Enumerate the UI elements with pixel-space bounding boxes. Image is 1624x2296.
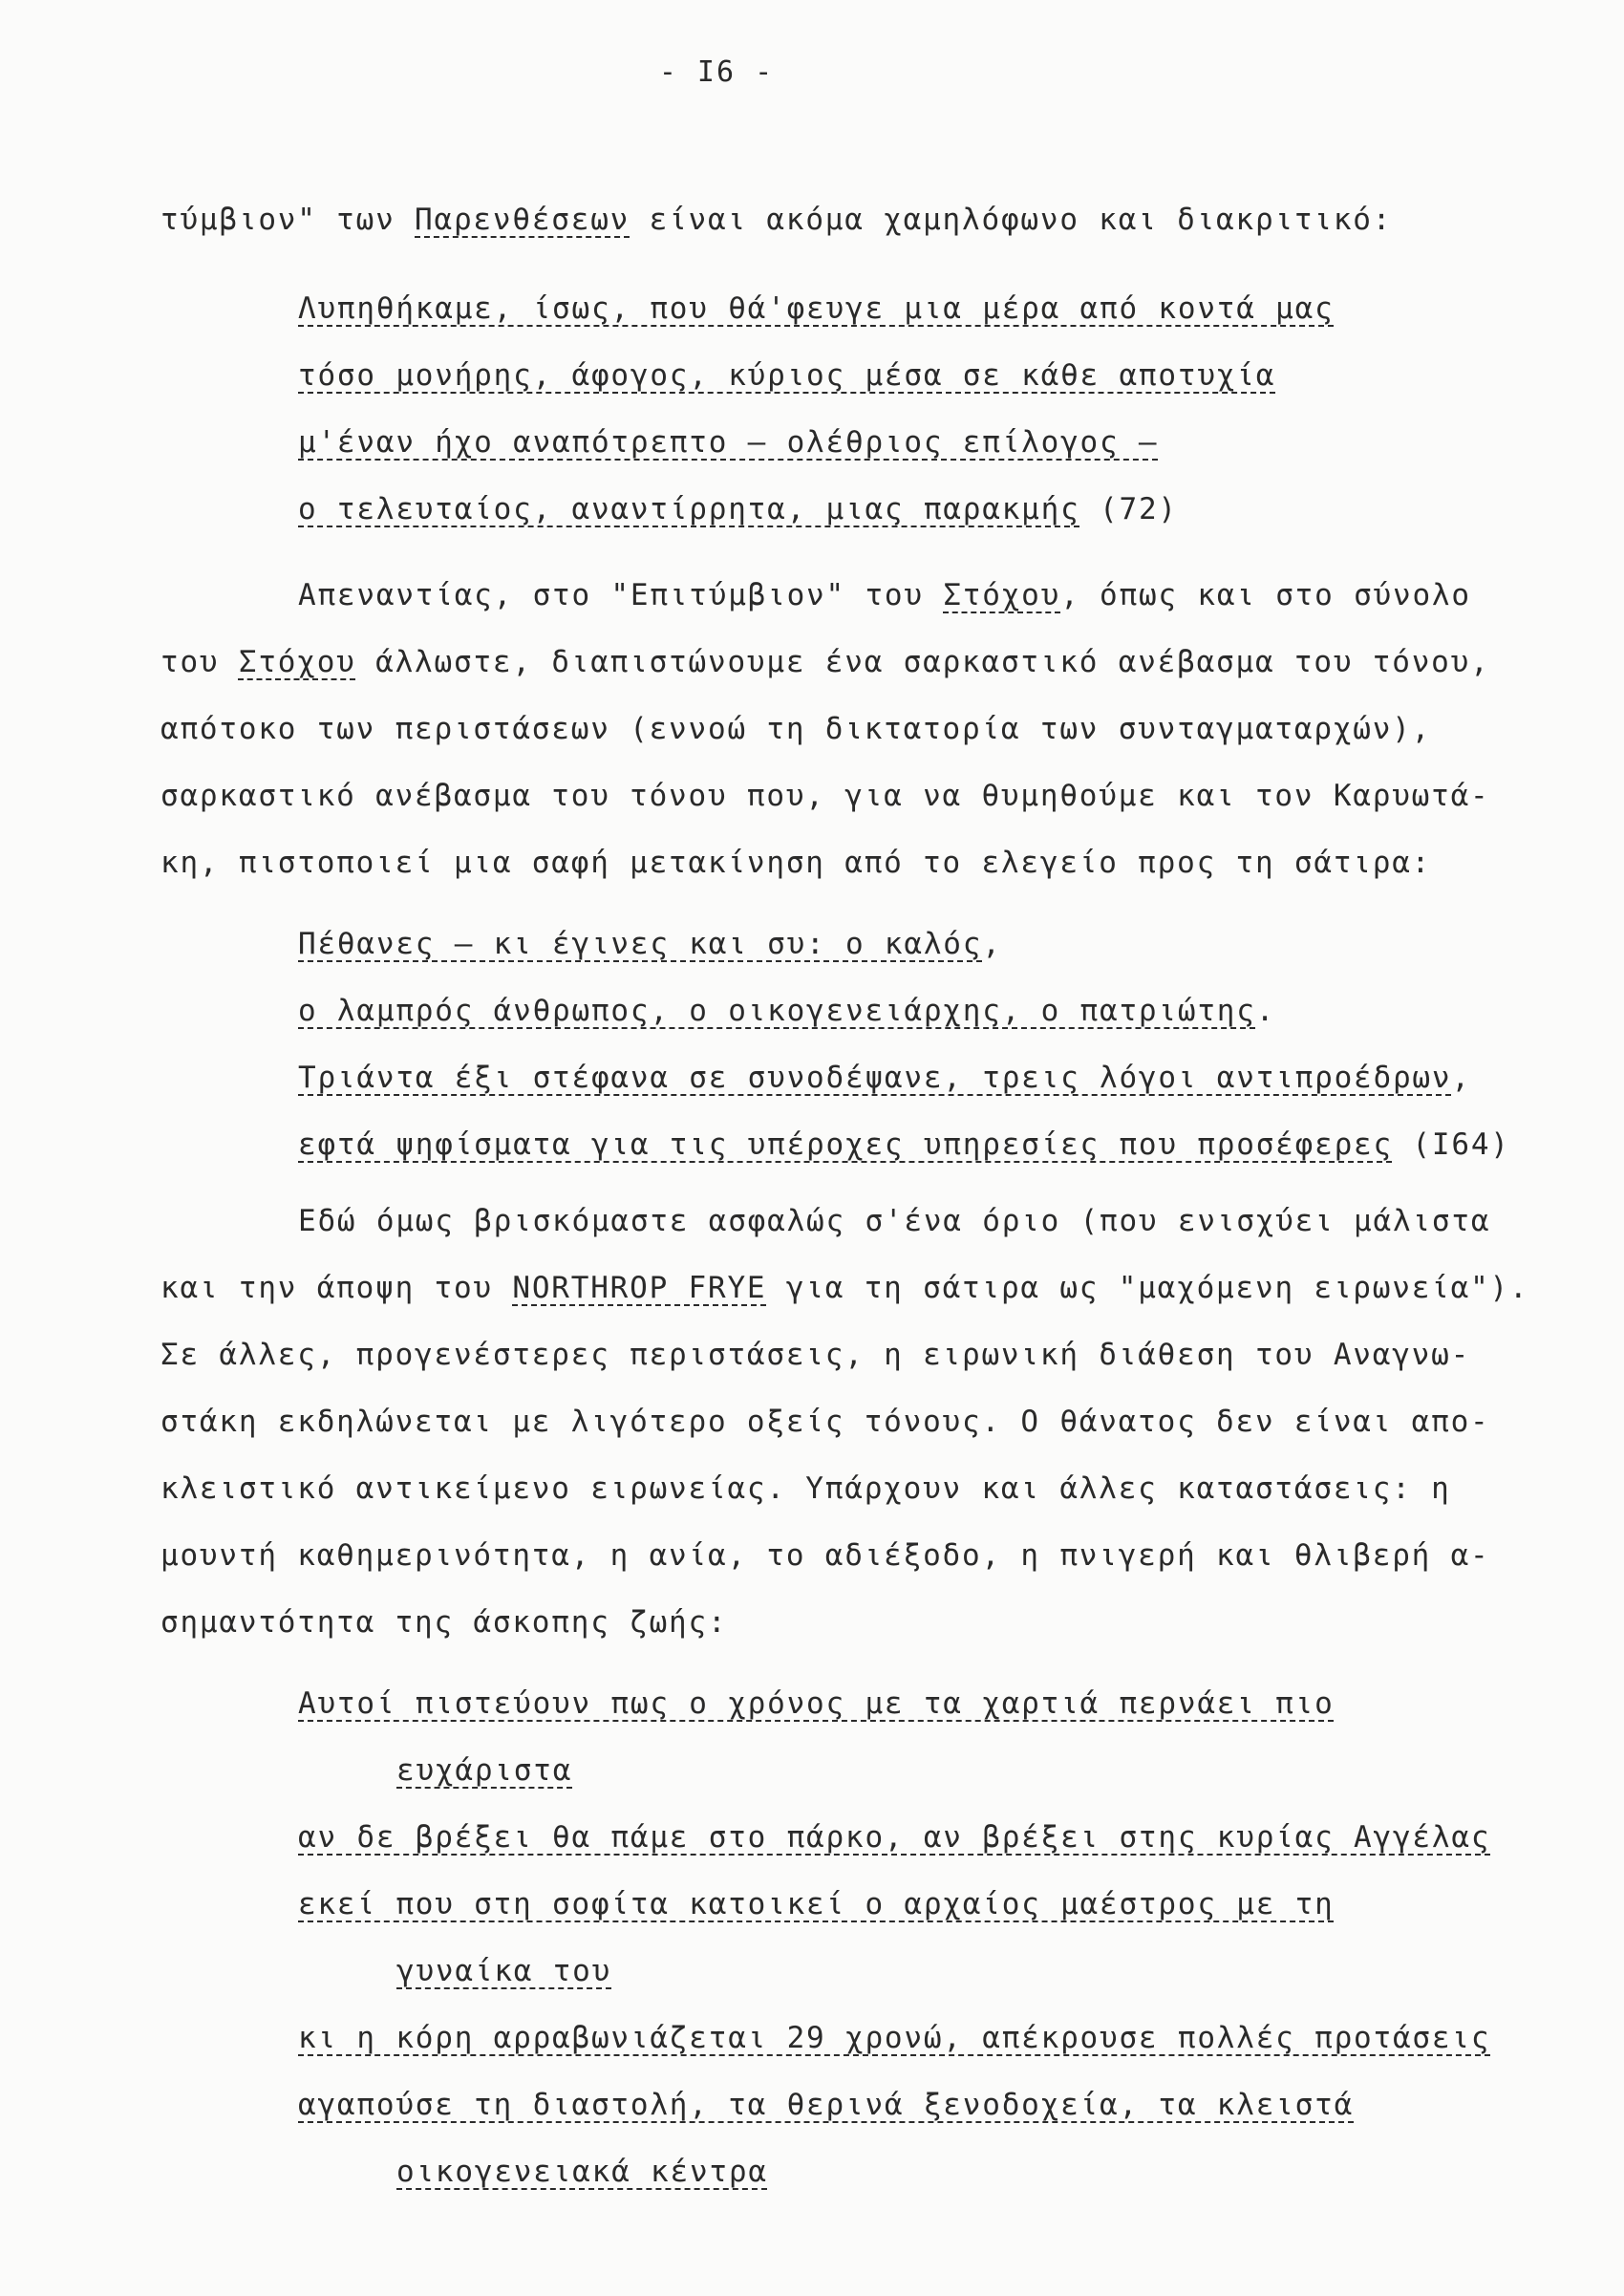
text-line: [298, 1202, 1490, 1240]
text-line: [160, 1603, 727, 1642]
text-line: [160, 710, 1431, 748]
line-text: και την άποψη του: [160, 1271, 513, 1305]
text-line: [160, 1336, 1470, 1374]
line-text: κη, πιστοποιεί μια σαφή μετακίνηση από το ελεγείο προς τη σάτιρα:: [160, 846, 1432, 880]
quote-text: γυναίκα του: [396, 1954, 612, 1988]
text-line: [160, 1536, 1490, 1575]
text-line: [160, 201, 1392, 239]
line-text: Σε άλλες, προγενέστερες περιστάσεις, η ειρωνική διάθεση του Αναγνω-: [160, 1338, 1471, 1372]
underlined-title: Παρενθέσεων: [415, 203, 630, 237]
quote-text: ευχάριστα: [396, 1753, 573, 1788]
quote-line: [298, 1059, 1471, 1097]
quote-line: [298, 356, 1275, 395]
text-line: [160, 1269, 1528, 1307]
text-line: [160, 1470, 1451, 1508]
quote-text: Τριάντα έξι στέφανα σε συνοδέψανε, τρεις λόγοι αντιπροέδρων: [298, 1061, 1452, 1095]
line-text: άλλωστε, διαπιστώνουμε ένα σαρκαστικό ανέβασμα του τόνου,: [355, 645, 1490, 679]
text-line: [160, 643, 1490, 681]
line-text: Απεναντίας, στο "Επιτύμβιον" του: [298, 578, 944, 612]
quote-text: οικογενειακά κέντρα: [396, 2155, 768, 2189]
quote-line: [298, 1684, 1335, 1723]
line-text: του: [160, 645, 239, 679]
quote-line: [298, 1126, 1510, 1164]
text-line: [160, 777, 1490, 815]
quote-line: [396, 1751, 572, 1790]
quote-line: [298, 925, 1002, 963]
quote-text: αγαπούσε τη διαστολή, τα θερινά ξενοδοχεία, τα κλειστά: [298, 2088, 1355, 2122]
quote-line: [298, 423, 1158, 461]
quote-line: [298, 2086, 1354, 2124]
quote-text: ο λαμπρός άνθρωπος, ο οικογενειάρχης, ο πατριώτης: [298, 994, 1256, 1028]
quote-line: [298, 290, 1335, 328]
quote-text: εκεί που στη σοφίτα κατοικεί ο αρχαίος μαέστρος με τη: [298, 1887, 1335, 1921]
line-text: κλειστικό αντικείμενο ειρωνείας. Υπάρχουν και άλλες καταστάσεις: η: [160, 1471, 1451, 1506]
quote-line: [298, 490, 1178, 528]
quote-text: αν δε βρέξει θα πάμε στο πάρκο, αν βρέξει στης κυρίας Αγγέλας: [298, 1820, 1491, 1855]
text-line: [298, 576, 1471, 614]
quote-text: Αυτοί πιστεύουν πως ο χρόνος με τα χαρτιά περνάει πιο: [298, 1686, 1335, 1721]
quote-text: Πέθανες — κι έγινες και συ: ο καλός: [298, 927, 983, 961]
line-text: μουντή καθημερινότητα, η ανία, το αδιέξοδο, η πνιγερή και θλιβερή α-: [160, 1538, 1490, 1573]
line-text: για τη σάτιρα ως "μαχόμενη ειρωνεία").: [766, 1271, 1529, 1305]
underlined-title: Στόχου: [238, 645, 356, 679]
quote-line: [298, 1885, 1335, 1923]
text-line: [160, 844, 1431, 882]
line-text: στάκη εκδηλώνεται με λιγότερο οξείς τόνους. Ο θάνατος δεν είναι απο-: [160, 1405, 1490, 1439]
quote-line: [298, 2019, 1490, 2057]
page-number: - I6 -: [658, 55, 775, 89]
quote-text: κι η κόρη αρραβωνιάζεται 29 χρονώ, απέκρουσε πολλές προτάσεις: [298, 2021, 1491, 2055]
quote-line: [298, 992, 1275, 1030]
quote-text: Λυπηθήκαμε, ίσως, που θά'φευγε μια μέρα από κοντά μας: [298, 291, 1335, 326]
line-text: ,: [1451, 1061, 1471, 1095]
quote-line: [396, 2153, 768, 2191]
underlined-author: NORTHROP FRYE: [512, 1271, 767, 1305]
text-line: [160, 1403, 1490, 1441]
line-text: Εδώ όμως βρισκόμαστε ασφαλώς σ'ένα όριο (που ενισχύει μάλιστα: [298, 1204, 1491, 1238]
line-text: .: [1255, 994, 1276, 1028]
quote-text: ο τελευταίος, αναντίρρητα, μιας παρακμής: [298, 492, 1080, 526]
line-text: τύμβιον" των: [160, 203, 416, 237]
line-text: σημαντότητα της άσκοπης ζωής:: [160, 1605, 728, 1640]
citation: (72): [1079, 492, 1178, 526]
quote-text: εφτά ψηφίσματα για τις υπέροχες υπηρεσίες που προσέφερες: [298, 1127, 1393, 1162]
line-text: απότοκο των περιστάσεων (εννοώ τη δικτατορία των συνταγματαρχών),: [160, 712, 1432, 746]
citation: (I64): [1392, 1127, 1510, 1162]
underlined-title: Στόχου: [943, 578, 1061, 612]
quote-line: [298, 1818, 1490, 1856]
quote-text: τόσο μονήρης, άφογος, κύριος μέσα σε κάθε αποτυχία: [298, 358, 1276, 393]
line-text: ,: [982, 927, 1002, 961]
line-text: , όπως και στο σύνολο: [1060, 578, 1471, 612]
quote-text: μ'έναν ήχο αναπότρεπτο — ολέθριος επίλογος —: [298, 425, 1159, 460]
quote-line: [396, 1952, 611, 1990]
line-text: σαρκαστικό ανέβασμα του τόνου που, για να θυμηθούμε και τον Καρυωτά-: [160, 779, 1490, 813]
line-text: είναι ακόμα χαμηλόφωνο και διακριτικό:: [630, 203, 1393, 237]
